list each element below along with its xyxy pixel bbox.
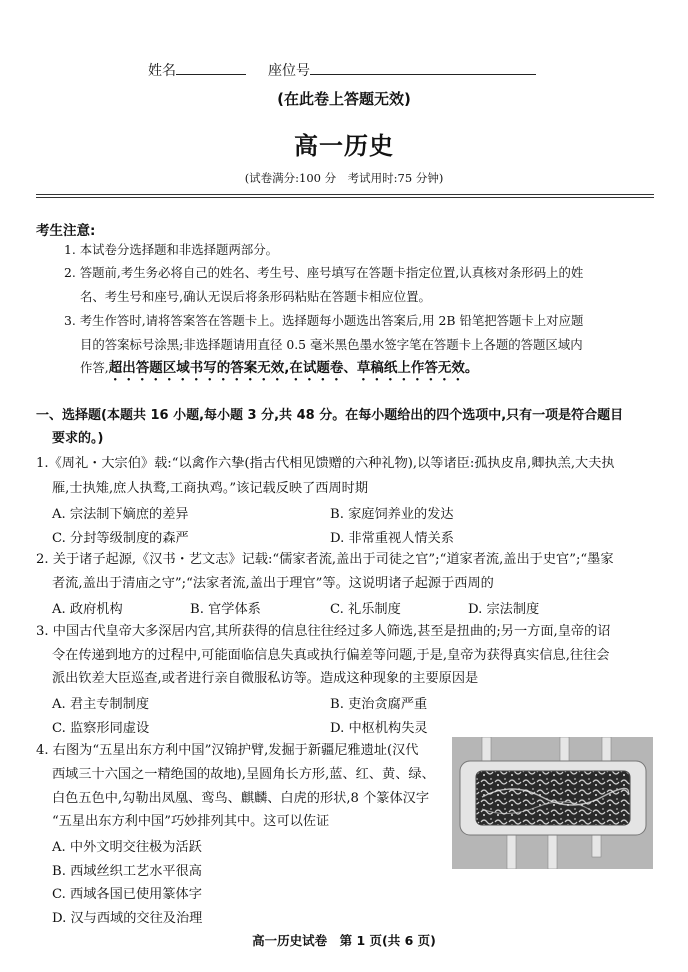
instruction-emphasis: 超出答题区域书写的答案无效,在试题卷、草稿纸上作答无效。 — [108, 360, 479, 376]
top-rule-1 — [36, 194, 654, 195]
q2-stem-line-1: 2. 关于诸子起源,《汉书・艺文志》记载:“儒家者流,盖出于司徒之官”;“道家者流,盖出于史官”;“墨家 — [36, 552, 614, 567]
q3-option-a: A. 君主专制制度 — [52, 697, 150, 712]
q1-option-d: D. 非常重视人情关系 — [330, 531, 454, 546]
page-footer: 高一历史试卷 第 1 页(共 6 页) — [252, 933, 436, 948]
brocade-armguard-image — [452, 737, 653, 869]
seat-label: 座位号 — [268, 63, 310, 79]
q2-stem-line-2: 者流,盖出于清庙之守”;“法家者流,盖出于理官”等。这说明诸子起源于西周的 — [52, 576, 494, 591]
q1-stem-line-1: 1.《周礼・大宗伯》载:“以禽作六挚(指古代相见馈赠的六种礼物),以等诸臣:孤执皮帛,卿执羔,大夫执 — [36, 456, 615, 471]
q3-stem-line-1: 3. 中国古代皇帝大多深居内宫,其所获得的信息往往经过多人筛选,甚至是扭曲的;另一方面,皇帝的诏 — [36, 624, 611, 639]
instruction-2-line-2: 名、考生号和座号,确认无误后将条形码粘贴在答题卡相应位置。 — [80, 289, 431, 304]
q4-stem-line-3: 白色五色中,勾勒出凤凰、鸾鸟、麒麟、白虎的形状,8 个篆体汉字 — [52, 791, 430, 806]
seat-blank — [310, 60, 536, 75]
q2-option-d: D. 宗法制度 — [468, 602, 540, 617]
q1-stem-line-2: 雁,士执雉,庶人执鹜,工商执鸡。”该记载反映了西周时期 — [52, 481, 369, 496]
instructions-heading: 考生注意: — [36, 223, 96, 239]
name-blank — [176, 60, 246, 75]
q2-option-b: B. 官学体系 — [190, 602, 261, 617]
q3-option-d: D. 中枢机构失灵 — [330, 721, 428, 736]
q4-stem-line-1: 4. 右图为“五星出东方利中国”汉锦护臂,发掘于新疆尼雅遗址(汉代 — [36, 743, 419, 758]
q3-option-b: B. 吏治贪腐严重 — [330, 697, 428, 712]
q2-option-a: A. 政府机构 — [52, 602, 123, 617]
instruction-2-line-1: 2. 答题前,考生务必将自己的姓名、考生号、座号填写在答题卡指定位置,认真核对条形码上的姓 — [64, 265, 584, 280]
q4-option-d: D. 汉与西域的交往及治理 — [52, 911, 203, 926]
instruction-3-line-1: 3. 考生作答时,请将答案答在答题卡上。选择题每小题选出答案后,用 2B 铅笔把答题卡上对应题 — [64, 313, 584, 328]
q2-option-c: C. 礼乐制度 — [330, 602, 401, 617]
q1-option-b: B. 家庭饲养业的发达 — [330, 507, 454, 522]
top-rule-2 — [36, 197, 654, 198]
instruction-3-line-3 — [80, 358, 478, 384]
section-heading-line-2: 要求的。) — [52, 431, 104, 446]
seat-field — [268, 60, 536, 81]
instruction-1: 1. 本试卷分选择题和非选择题两部分。 — [64, 242, 279, 257]
exam-meta: (试卷满分:100 分 考试用时:75 分钟) — [244, 171, 444, 185]
q4-stem-line-4: “五星出东方利中国”巧妙排列其中。这可以佐证 — [52, 814, 330, 829]
no-answer-notice: (在此卷上答题无效) — [277, 90, 411, 108]
name-label: 姓名 — [148, 63, 176, 79]
q1-option-c: C. 分封等级制度的森严 — [52, 531, 189, 546]
q4-option-b: B. 西域丝织工艺水平很高 — [52, 864, 202, 879]
q4-option-c: C. 西域各国已使用篆体字 — [52, 887, 202, 902]
section-heading-line-1: 一、选择题(本题共 16 小题,每小题 3 分,共 48 分。在每小题给出的四个选项中,只有一项是符合题目 — [36, 408, 624, 423]
q4-stem-line-2: 西域三十六国之一精绝国的故地),呈圆角长方形,蓝、红、黄、绿、 — [52, 767, 435, 782]
page-title: 高一历史 — [294, 132, 394, 160]
instruction-3-line-2: 目的答案标号涂黑;非选择题请用直径 0.5 毫米黑色墨水签字笔在答题卡上各题的答题区域内 — [80, 337, 583, 352]
q4-option-a: A. 中外文明交往极为活跃 — [52, 840, 202, 855]
q1-option-a: A. 宗法制下嫡庶的差异 — [52, 507, 189, 522]
q3-stem-line-3: 派出钦差大臣巡查,或者进行亲自微服私访等。造成这种现象的主要原因是 — [52, 671, 479, 686]
q3-option-c: C. 监察形同虚设 — [52, 721, 150, 736]
name-field — [148, 60, 246, 81]
q3-stem-line-2: 令在传递到地方的过程中,可能面临信息失真或执行偏差等问题,于是,皇帝为获得真实信息,往往会 — [52, 648, 610, 663]
instruction-3-line-3-start: 作答, — [80, 360, 109, 375]
